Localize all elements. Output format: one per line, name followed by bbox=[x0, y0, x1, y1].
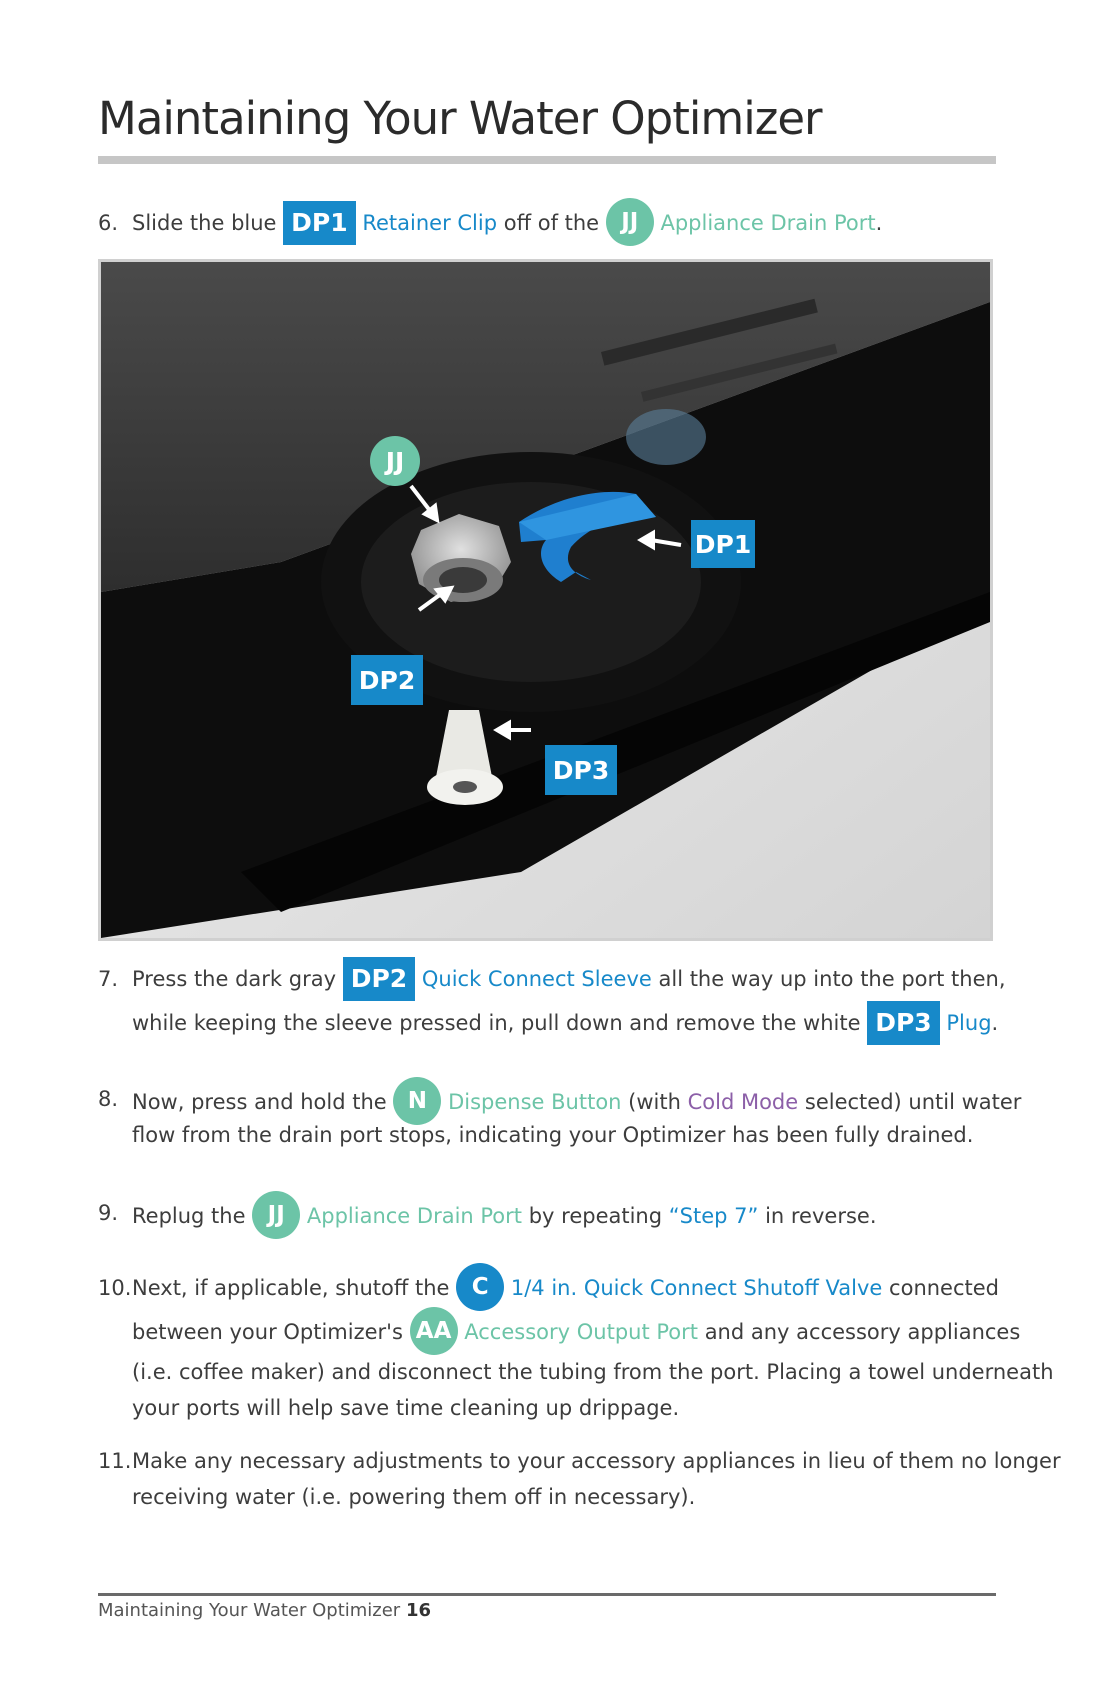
step-text: (i.e. coffee maker) and disconnect the tubing from the port. Placing a towel underneath bbox=[132, 1360, 1054, 1384]
step-number: 7. bbox=[98, 967, 119, 991]
step-text: flow from the drain port stops, indicating your Optimizer has been fully drained. bbox=[132, 1123, 974, 1147]
cold-mode-label: Cold Mode bbox=[687, 1090, 799, 1114]
part-dispense-button: Dispense Button bbox=[448, 1090, 622, 1114]
callout-dp2-label: DP2 bbox=[358, 666, 416, 695]
step-text: Press the dark gray bbox=[132, 967, 337, 991]
step-text: Make any necessary adjustments to your accessory appliances in lieu of them no longer bbox=[132, 1449, 1061, 1473]
step-text: off of the bbox=[503, 211, 600, 235]
part-accessory-output-port: Accessory Output Port bbox=[464, 1320, 698, 1344]
step-text: Now, press and hold the bbox=[132, 1090, 387, 1114]
step-10 bbox=[98, 1266, 1054, 1426]
callout-dp3-label: DP3 bbox=[552, 756, 610, 785]
callout-jj-label: JJ bbox=[385, 447, 405, 476]
step-text: Slide the blue bbox=[132, 211, 277, 235]
step-text: and any accessory appliances bbox=[704, 1320, 1021, 1344]
step-text: between your Optimizer's bbox=[132, 1320, 403, 1344]
step-8 bbox=[98, 1081, 1022, 1153]
step-text: Replug the bbox=[132, 1204, 246, 1228]
step-text: receiving water (i.e. powering them off in necessary). bbox=[132, 1485, 696, 1509]
part-shutoff-valve: 1/4 in. Quick Connect Shutoff Valve bbox=[510, 1276, 883, 1300]
step-text: selected) until water bbox=[804, 1090, 1022, 1114]
step-text: . bbox=[991, 1011, 999, 1035]
step-number: 6. bbox=[98, 211, 119, 235]
badge-n: N bbox=[393, 1077, 441, 1125]
step-text: while keeping the sleeve pressed in, pull down and remove the white bbox=[132, 1011, 861, 1035]
callout-dp1-label: DP1 bbox=[694, 530, 752, 559]
part-retainer-clip: Retainer Clip bbox=[362, 211, 498, 235]
footer-title: Maintaining Your Water Optimizer bbox=[98, 1600, 401, 1621]
step-text: all the way up into the port then, bbox=[658, 967, 1006, 991]
step-text: in reverse. bbox=[765, 1204, 877, 1228]
part-quick-connect-sleeve: Quick Connect Sleeve bbox=[421, 967, 652, 991]
badge-jj: JJ bbox=[606, 198, 654, 246]
step-9 bbox=[98, 1195, 1003, 1231]
part-appliance-drain-port: Appliance Drain Port bbox=[306, 1204, 523, 1228]
footer-divider bbox=[98, 1593, 996, 1596]
step-text: connected bbox=[889, 1276, 1000, 1300]
step-number: 9. bbox=[98, 1201, 119, 1225]
part-appliance-drain-port: Appliance Drain Port bbox=[660, 211, 876, 235]
step-text: (with bbox=[628, 1090, 681, 1114]
badge-jj: JJ bbox=[252, 1191, 300, 1239]
drain-port-photo bbox=[98, 259, 993, 941]
badge-dp2: DP2 bbox=[343, 957, 415, 1001]
title-divider bbox=[98, 156, 996, 164]
page-title: Maintaining Your Water Optimizer bbox=[98, 92, 822, 145]
badge-dp3: DP3 bbox=[867, 1001, 939, 1045]
step-6 bbox=[98, 201, 1003, 245]
badge-dp1: DP1 bbox=[283, 201, 355, 245]
step-reference: “Step 7” bbox=[668, 1204, 759, 1228]
step-number: 10. bbox=[98, 1276, 132, 1300]
badge-c: C bbox=[456, 1263, 504, 1311]
step-text: your ports will help save time cleaning up drippage. bbox=[132, 1396, 680, 1420]
page-number: 16 bbox=[405, 1600, 432, 1621]
step-number: 8. bbox=[98, 1087, 119, 1111]
step-text: Next, if applicable, shutoff the bbox=[132, 1276, 450, 1300]
page-footer bbox=[98, 1600, 431, 1621]
part-plug: Plug bbox=[946, 1011, 992, 1035]
badge-aa: AA bbox=[410, 1307, 458, 1355]
step-text: by repeating bbox=[528, 1204, 663, 1228]
step-11 bbox=[98, 1443, 1061, 1515]
step-number: 11. bbox=[98, 1449, 132, 1473]
step-7 bbox=[98, 957, 1006, 1045]
step-text: . bbox=[875, 211, 883, 235]
